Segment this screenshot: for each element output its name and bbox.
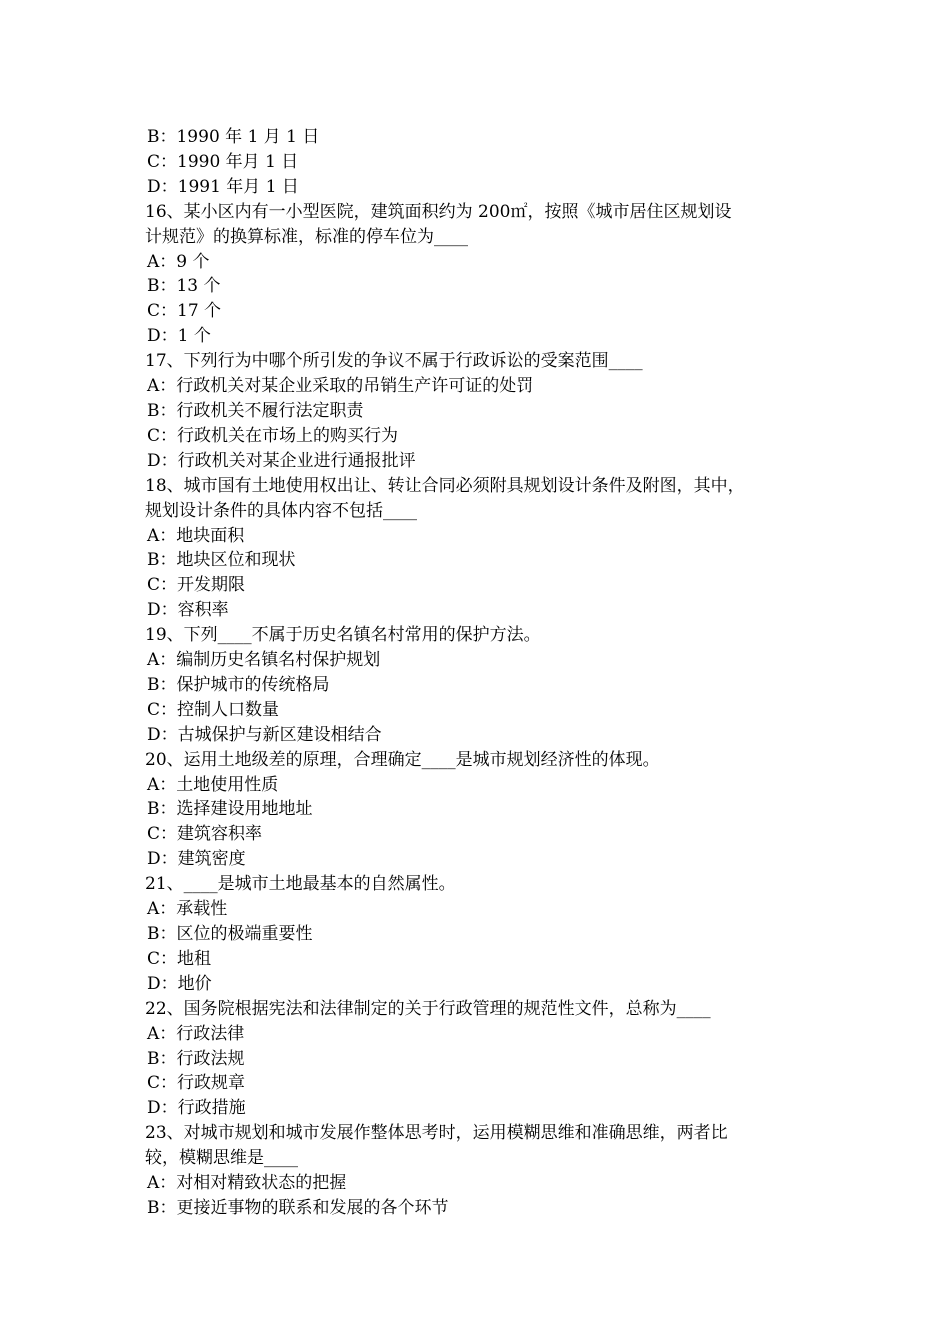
answer-option: B：保护城市的传统格局	[147, 674, 330, 695]
question-text-line: 23、对城市规划和城市发展作整体思考时，运用模糊思维和准确思维，两者比	[145, 1123, 728, 1144]
answer-option: B：选择建设用地地址	[147, 799, 313, 820]
question-block	[145, 872, 835, 997]
question-block	[145, 349, 835, 474]
answer-option: C：行政机关在市场上的购买行为	[147, 425, 399, 446]
question-stem	[145, 349, 835, 374]
answer-option: D：古城保护与新区建设相结合	[147, 724, 382, 745]
answer-option: D：地价	[147, 973, 212, 994]
question-text-line: 计规范》的换算标准，标准的停车位为____	[145, 226, 468, 247]
question-block	[145, 748, 835, 873]
lead-options	[145, 125, 835, 200]
answer-option: B：行政法规	[147, 1048, 245, 1069]
question-text-line: 16、某小区内有一小型医院，建筑面积约为 200㎡，按照《城市居住区规划设	[145, 201, 732, 222]
question-block	[145, 1121, 835, 1221]
answer-option: A：对相对精致状态的把握	[147, 1173, 347, 1194]
question-stem	[145, 623, 835, 648]
question-block	[145, 474, 835, 623]
question-text-line: 19、下列____不属于历史名镇名村常用的保护方法。	[145, 625, 541, 646]
answer-option: A：行政法律	[147, 1023, 245, 1044]
answer-option: D：1 个	[147, 326, 211, 347]
question-text-line: 20、运用土地级差的原理，合理确定____是城市规划经济性的体现。	[145, 749, 660, 770]
answer-option: D：行政机关对某企业进行通报批评	[147, 450, 416, 471]
answer-option: A：承载性	[147, 899, 228, 920]
question-list	[145, 200, 835, 1221]
answer-option: B：1990 年 1 月 1 日	[147, 127, 320, 147]
answer-option: D：行政措施	[147, 1098, 246, 1119]
document-body	[145, 125, 835, 1221]
answer-option: A：编制历史名镇名村保护规划	[147, 650, 381, 671]
question-block	[145, 997, 835, 1122]
answer-option: C：1990 年月 1 日	[147, 151, 299, 172]
answer-option: C：17 个	[147, 301, 222, 322]
question-block	[145, 623, 835, 748]
answer-option: D：建筑密度	[147, 849, 246, 870]
answer-option: C：地租	[147, 948, 212, 969]
answer-option: C：行政规章	[147, 1073, 246, 1094]
answer-option: B：区位的极端重要性	[147, 924, 313, 944]
answer-option: A：行政机关对某企业采取的吊销生产许可证的处罚	[147, 376, 534, 397]
question-stem	[145, 474, 835, 524]
question-text-line: 21、____是城市土地最基本的自然属性。	[145, 874, 456, 895]
answer-option: C：控制人口数量	[147, 699, 280, 720]
question-text-line: 17、下列行为中哪个所引发的争议不属于行政诉讼的受案范围____	[145, 351, 643, 372]
question-stem	[145, 1121, 835, 1171]
question-text-line: 22、国务院根据宪法和法律制定的关于行政管理的规范性文件，总称为____	[145, 998, 711, 1019]
answer-option: B：13 个	[147, 276, 221, 297]
answer-option: B：地块区位和现状	[147, 550, 296, 571]
question-stem	[145, 997, 835, 1022]
question-text-line: 18、城市国有土地使用权出让、转让合同必须附具规划设计条件及附图，其中，	[145, 475, 745, 496]
answer-option: D：1991 年月 1 日	[147, 176, 299, 197]
question-text-line: 规划设计条件的具体内容不包括____	[145, 500, 417, 521]
answer-option: A：9 个	[147, 251, 210, 272]
question-stem	[145, 748, 835, 773]
answer-option: A：地块面积	[147, 525, 245, 546]
answer-option: A：土地使用性质	[147, 774, 279, 795]
question-stem	[145, 872, 835, 897]
answer-option: C：建筑容积率	[147, 824, 263, 845]
answer-option: D：容积率	[147, 600, 229, 621]
question-stem	[145, 200, 835, 250]
question-text-line: 较，模糊思维是____	[145, 1148, 298, 1169]
answer-option: B：行政机关不履行法定职责	[147, 400, 364, 421]
question-block	[145, 200, 835, 349]
answer-option: C：开发期限	[147, 575, 246, 596]
answer-option: B：更接近事物的联系和发展的各个环节	[147, 1197, 449, 1218]
